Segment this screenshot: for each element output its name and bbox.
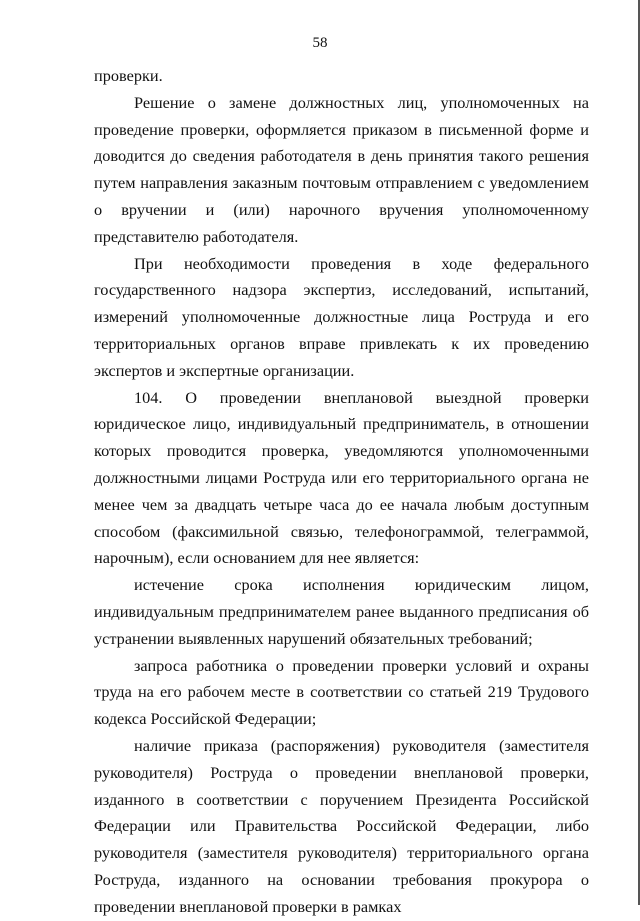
paragraph-ground-deadline: истечение срока исполнения юридическим лицом, индивидуальным предпринимателем ранее выданного предписания об устранении выявленных нарушений обязательных требований; xyxy=(94,575,589,648)
paragraph-ground-worker-request: запроса работника о проведении проверки условий и охраны труда на его рабочем месте в соответствии со статьей 219 Трудового кодекса Российской Федерации; xyxy=(94,655,589,729)
paragraph-ground-order: наличие приказа (распоряжения) руководителя (заместителя руководителя) Роструда о проведении внеплановой проверки, изданного в соответствии с поручением Президента Российской Федерации или Правительства Российской Федерации, либо руководителя (заместителя руководителя) территориального органа Роструда, изданного на основании требования прокурора о проведении внеплановой проверки в рамках xyxy=(94,735,589,916)
paragraph-expertise: При необходимости проведения в ходе федерального государственного надзора экспертиз, исследований, испытаний, измерений уполномоченные должностные лица Роструда и его территориальных органов вправе привлекать к их проведению экспертов и экспертные организации. xyxy=(94,253,589,380)
paragraph-official-replacement: Решение о замене должностных лиц, уполномоченных на проведение проверки, оформляется приказом в письменной форме и доводится до сведения работодателя в день принятия такого решения путем направления заказным почтовым отправлением с уведомлением о вручении и (или) нарочного вручения уполномоченному представителю работодателя. xyxy=(94,92,589,246)
body-text xyxy=(94,63,589,921)
page-number: 58 xyxy=(312,35,328,51)
paragraph-104-notification: 104. О проведении внеплановой выездной проверки юридическое лицо, индивидуальный предприниматель, в отношении которых проводится проверка, уведомляются уполномоченными должностными лицами Роструда или его территориального органа не менее чем за двадцать четыре часа до ее начала любым доступным способом (факсимильной связью, телефонограммой, телеграммой, нарочным), если основанием для нее является: xyxy=(94,387,589,568)
paragraph-continuation: проверки. xyxy=(94,66,163,85)
